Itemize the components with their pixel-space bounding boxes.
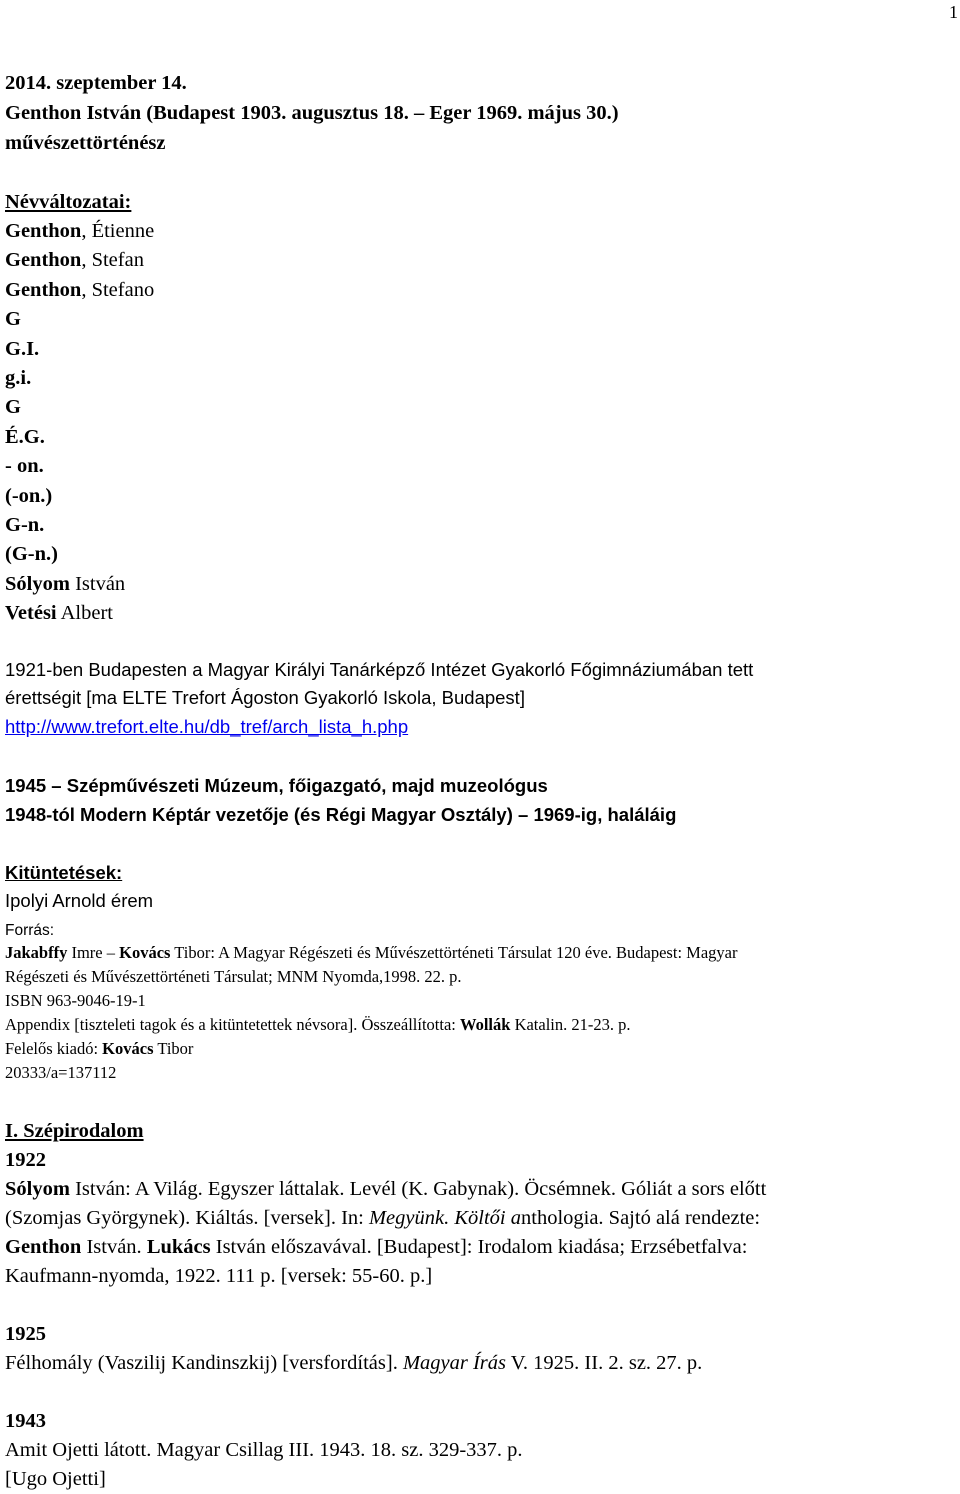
entry-1922-line-2: (Szomjas Györgynek). Kiáltás. [versek]. In: Megyünk. Költői anthologia. Sajtó alá rendezte:: [5, 1207, 761, 1229]
name-variant-item: É.G.: [5, 425, 45, 448]
profession-line: művészettörténész: [5, 132, 166, 154]
catalog-code-line: 20333/a=137112: [5, 1063, 117, 1082]
entry-1922-line-4: Kaufmann-nyomda, 1922. 111 p. [versek: 55-60. p.]: [5, 1265, 433, 1287]
source-label: Forrás:: [5, 922, 55, 939]
trefort-archive-link[interactable]: http://www.trefort.elte.hu/db_tref/arch_lista_h.php: [5, 716, 409, 737]
literature-heading: I. Szépirodalom: [5, 1120, 144, 1142]
name-variant-item: G: [5, 396, 21, 419]
name-variant-item: G-n.: [5, 514, 45, 536]
appendix-line: Appendix [tiszteleti tagok és a kitüntetettek névsora]. Összeállította: Wollák Katalin. 21-23. p.: [5, 1015, 631, 1034]
awards-heading: Kitüntetések:: [5, 862, 123, 883]
entry-1922-line-1: Sólyom István: A Világ. Egyszer láttalak. Levél (K. Gabynak). Öcsémnek. Góliát a sors előtt: [5, 1178, 767, 1200]
entry-1925: Félhomály (Vaszilij Kandinszkij) [versfordítás]. Magyar Írás V. 1925. II. 2. sz. 27. p.: [5, 1352, 703, 1374]
publisher-line: Felelős kiadó: Kovács Tibor: [5, 1039, 194, 1058]
name-variant-item: Vetési Albert: [5, 602, 113, 625]
career-line-2: 1948-tól Modern Képtár vezetője (és Régi Magyar Osztály) – 1969-ig, haláláig: [5, 804, 677, 825]
name-variant-item: Genthon, Stefano: [5, 278, 155, 301]
name-variant-item: Sólyom István: [5, 572, 126, 595]
isbn-line: ISBN 963-9046-19-1: [5, 991, 146, 1010]
name-variant-item: - on.: [5, 455, 44, 478]
name-variant-item: G.I.: [5, 337, 40, 360]
date-line: 2014. szeptember 14.: [5, 72, 187, 94]
entry-1943-note: [Ugo Ojetti]: [5, 1468, 106, 1490]
award-name: Ipolyi Arnold érem: [5, 890, 154, 911]
subject-name-line: Genthon István (Budapest 1903. augusztus 18. – Eger 1969. május 30.): [5, 102, 619, 124]
page-number: 1: [949, 2, 958, 22]
source-citation-line-2: Régészeti és Művészettörténeti Társulat; MNM Nyomda,1998. 22. p.: [5, 967, 462, 986]
name-variant-item: G: [5, 308, 21, 331]
name-variant-item: Genthon, Stefan: [5, 249, 144, 272]
education-link-line: [5, 714, 408, 740]
year-1943: 1943: [5, 1410, 46, 1432]
year-1925: 1925: [5, 1323, 46, 1345]
name-variants-heading: Névváltozatai:: [5, 191, 132, 213]
name-variant-item: Genthon, Étienne: [5, 220, 155, 242]
entry-1943: Amit Ojetti látott. Magyar Csillag III. 1943. 18. sz. 329-337. p.: [5, 1439, 523, 1461]
entry-1922-line-3: Genthon István. Lukács István előszavával. [Budapest]: Irodalom kiadása; Erzsébetfalva:: [5, 1236, 748, 1258]
source-citation-line-1: Jakabffy Imre – Kovács Tibor: A Magyar Régészeti és Művészettörténeti Társulat 120 éve. Budapest: Magyar: [5, 943, 738, 962]
career-line-1: 1945 – Szépművészeti Múzeum, főigazgató, majd muzeológus: [5, 775, 548, 796]
year-1922: 1922: [5, 1149, 46, 1171]
education-line-2: érettségit [ma ELTE Trefort Ágoston Gyakorló Iskola, Budapest]: [5, 687, 525, 708]
education-line-1: 1921-ben Budapesten a Magyar Királyi Tanárképző Intézet Gyakorló Főgimnáziumában tett: [5, 659, 754, 680]
name-variant-item: (-on.): [5, 484, 53, 507]
name-variant-item: g.i.: [5, 367, 32, 389]
name-variant-item: (G-n.): [5, 543, 58, 566]
